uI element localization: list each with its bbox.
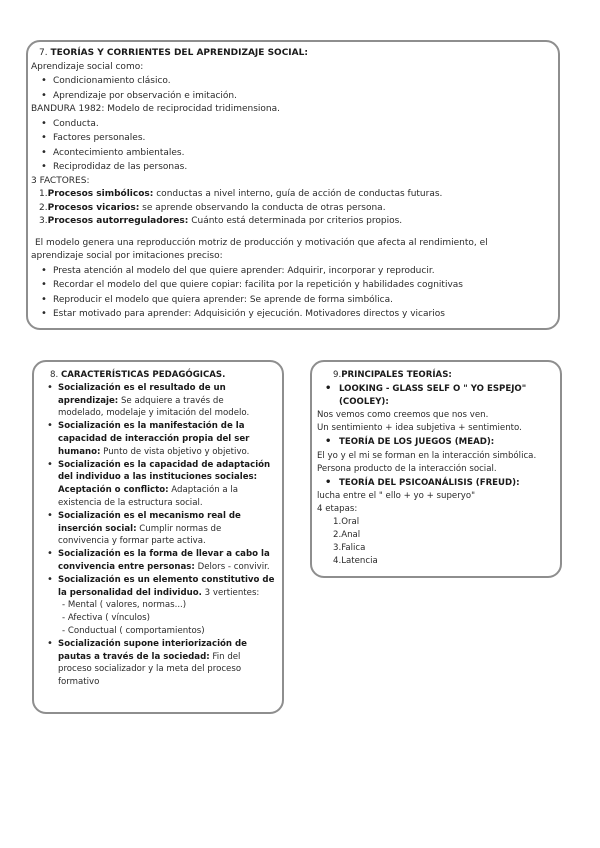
- theory-heading-cont: [317, 396, 556, 409]
- section-7-box: [26, 40, 560, 330]
- item-text: Adaptación a la: [168, 485, 239, 496]
- list-item: • Recordar el modelo del que quiere copiar: facilita por la repetición y habilidades cognitivas: [31, 278, 556, 293]
- item-text: proceso socializador y la meta del proceso: [58, 664, 242, 675]
- factor-number: 2.: [39, 202, 48, 213]
- intro-text: Aprendizaje social como:: [31, 61, 144, 72]
- etapa-item: 2.Anal: [333, 530, 361, 541]
- item-bold: humano:: [58, 446, 101, 457]
- item-text: Fin del: [209, 651, 241, 662]
- vertiente-item: - Afectiva ( vínculos): [62, 613, 150, 624]
- list-item: • Aprendizaje por observación e imitación.: [31, 89, 556, 104]
- item-text: Punto de vista objetivo y objetivo.: [100, 446, 250, 457]
- list-item: • Condicionamiento clásico.: [31, 74, 556, 89]
- list-item: [44, 420, 276, 458]
- vertiente-item: - Conductual ( comportamientos): [62, 625, 205, 636]
- theory-heading: • TEORÍA DEL PSICOANÁLISIS (FREUD):: [317, 476, 556, 490]
- section-9-box: [310, 360, 562, 578]
- list-item: [44, 459, 276, 510]
- list-item: • Estar motivado para aprender: Adquisición y ejecución. Motivadores directos y vicarios: [31, 307, 556, 322]
- section-8-number: 8.: [50, 370, 59, 380]
- etapa-item: 3.Falica: [333, 543, 366, 554]
- list-item: • Conducta.: [31, 117, 556, 132]
- item-text: Cumplir normas de: [136, 523, 222, 534]
- theory-text: Un sentimiento + idea subjetiva + sentimiento.: [317, 423, 522, 434]
- list-item: • Reproducir el modelo que quiera aprender: Se aprende de forma simbólica.: [31, 293, 556, 308]
- factor-term: Procesos simbólicos:: [47, 189, 154, 199]
- list-item: • Acontecimiento ambientales.: [31, 146, 556, 161]
- section-8-box: [32, 360, 284, 714]
- item-bold: inserción social:: [58, 523, 137, 534]
- factor-text: conductas a nivel interno, guía de acción de conductas futuras.: [153, 189, 443, 199]
- characteristics-list-cont: [44, 638, 276, 689]
- item-bold: Socialización es la capacidad de adaptación: [58, 459, 271, 470]
- modelo-text: aprendizaje social por imitaciones preciso:: [31, 251, 223, 261]
- etapa-item: 1.Oral: [333, 517, 360, 528]
- vertiente-item: - Mental ( valores, normas...): [62, 600, 187, 611]
- list-item: [44, 548, 276, 574]
- item-text: convivencia y formar parte activa.: [58, 536, 206, 547]
- factor-item: [31, 188, 556, 202]
- section-8-title: CARACTERÍSTICAS PEDAGÓGICAS.: [60, 370, 226, 380]
- list-item: • Reciprodidaz de las personas.: [31, 160, 556, 175]
- section-9-number: 9.: [333, 370, 342, 380]
- item-text: Delors - convivir.: [194, 561, 270, 572]
- factor-item: [31, 215, 556, 229]
- factor-item: [31, 202, 556, 216]
- factor-number: 1.: [39, 189, 48, 199]
- factores-label: 3 FACTORES:: [31, 175, 90, 186]
- item-bold: Socialización es la forma de llevar a cabo la: [58, 549, 270, 560]
- item-text: modelado, modelaje y imitación del modelo.: [58, 408, 250, 419]
- item-bold: Socialización es el resultado de un: [58, 382, 226, 393]
- section-7-heading: [31, 47, 556, 61]
- item-text: existencia de la estructura social.: [58, 497, 203, 508]
- factor-number: 3.: [39, 216, 48, 226]
- item-bold: Socialización es un elemento constitutivo de: [58, 574, 275, 585]
- item-bold: pautas a través de la sociedad:: [58, 651, 210, 662]
- item-bold: la personalidad del individuo.: [58, 587, 202, 598]
- item-text: 3 vertientes:: [201, 587, 260, 598]
- section-9-heading: [317, 369, 556, 382]
- item-bold: capacidad de interacción propia del ser: [58, 433, 250, 444]
- section-8-heading: [44, 369, 276, 382]
- list-item: [44, 638, 276, 689]
- section-9-title: PRINCIPALES TEORÍAS:: [341, 370, 452, 380]
- factor-term: Procesos autorreguladores:: [47, 216, 189, 226]
- theory-heading: • LOOKING - GLASS SELF O " YO ESPEJO": [317, 382, 556, 396]
- item-text: formativo: [58, 677, 100, 688]
- item-bold: convivencia entre personas:: [58, 561, 195, 572]
- factor-term: Procesos vicarios:: [47, 202, 140, 213]
- factor-text: Cuánto está determinada por criterios propios.: [188, 216, 403, 226]
- characteristics-list: [44, 382, 276, 600]
- list-item: • Factores personales.: [31, 131, 556, 146]
- list-item: [44, 382, 276, 420]
- section-7-number: 7.: [39, 48, 48, 58]
- list-item: • Presta atención al modelo del que quiere aprender: Adquirir, incorporar y reproducir.: [31, 264, 556, 279]
- item-bold: Socialización es la manifestación de la: [58, 421, 245, 432]
- theory-text: lucha entre el " ello + yo + superyo": [317, 490, 476, 501]
- theory-text: Persona producto de la interacción social.: [317, 463, 497, 474]
- list-item: [44, 510, 276, 548]
- item-bold: Socialización supone interiorización de: [58, 638, 248, 649]
- item-text: Se adquiere a través de: [118, 395, 224, 406]
- etapa-item: 4.Latencia: [333, 556, 378, 567]
- item-bold: Socialización es el mecanismo real de: [58, 510, 241, 521]
- modelo-text: El modelo genera una reproducción motriz de producción y motivación que afecta al rendimiento, el: [35, 237, 488, 248]
- list-item: [44, 574, 276, 600]
- section-7-title: TEORÍAS Y CORRIENTES DEL APRENDIZAJE SOCIAL:: [50, 48, 308, 58]
- bandura-text: BANDURA 1982: Modelo de reciprocidad tridimensiona.: [31, 104, 280, 114]
- theory-author: (COOLEY):: [339, 397, 389, 408]
- theory-text: El yo y el mi se forman en la interacción simbólica.: [317, 450, 537, 461]
- item-bold: Aceptación o conflicto:: [58, 485, 169, 496]
- theory-heading: • TEORÍA DE LOS JUEGOS (MEAD):: [317, 435, 556, 449]
- etapas-label: 4 etapas:: [317, 503, 358, 514]
- item-bold: del individuo a las instituciones sociales:: [58, 472, 258, 483]
- theory-text: Nos vemos como creemos que nos ven.: [317, 410, 489, 421]
- factor-text: se aprende observando la conducta de otras persona.: [139, 202, 386, 213]
- item-bold: aprendizaje:: [58, 395, 119, 406]
